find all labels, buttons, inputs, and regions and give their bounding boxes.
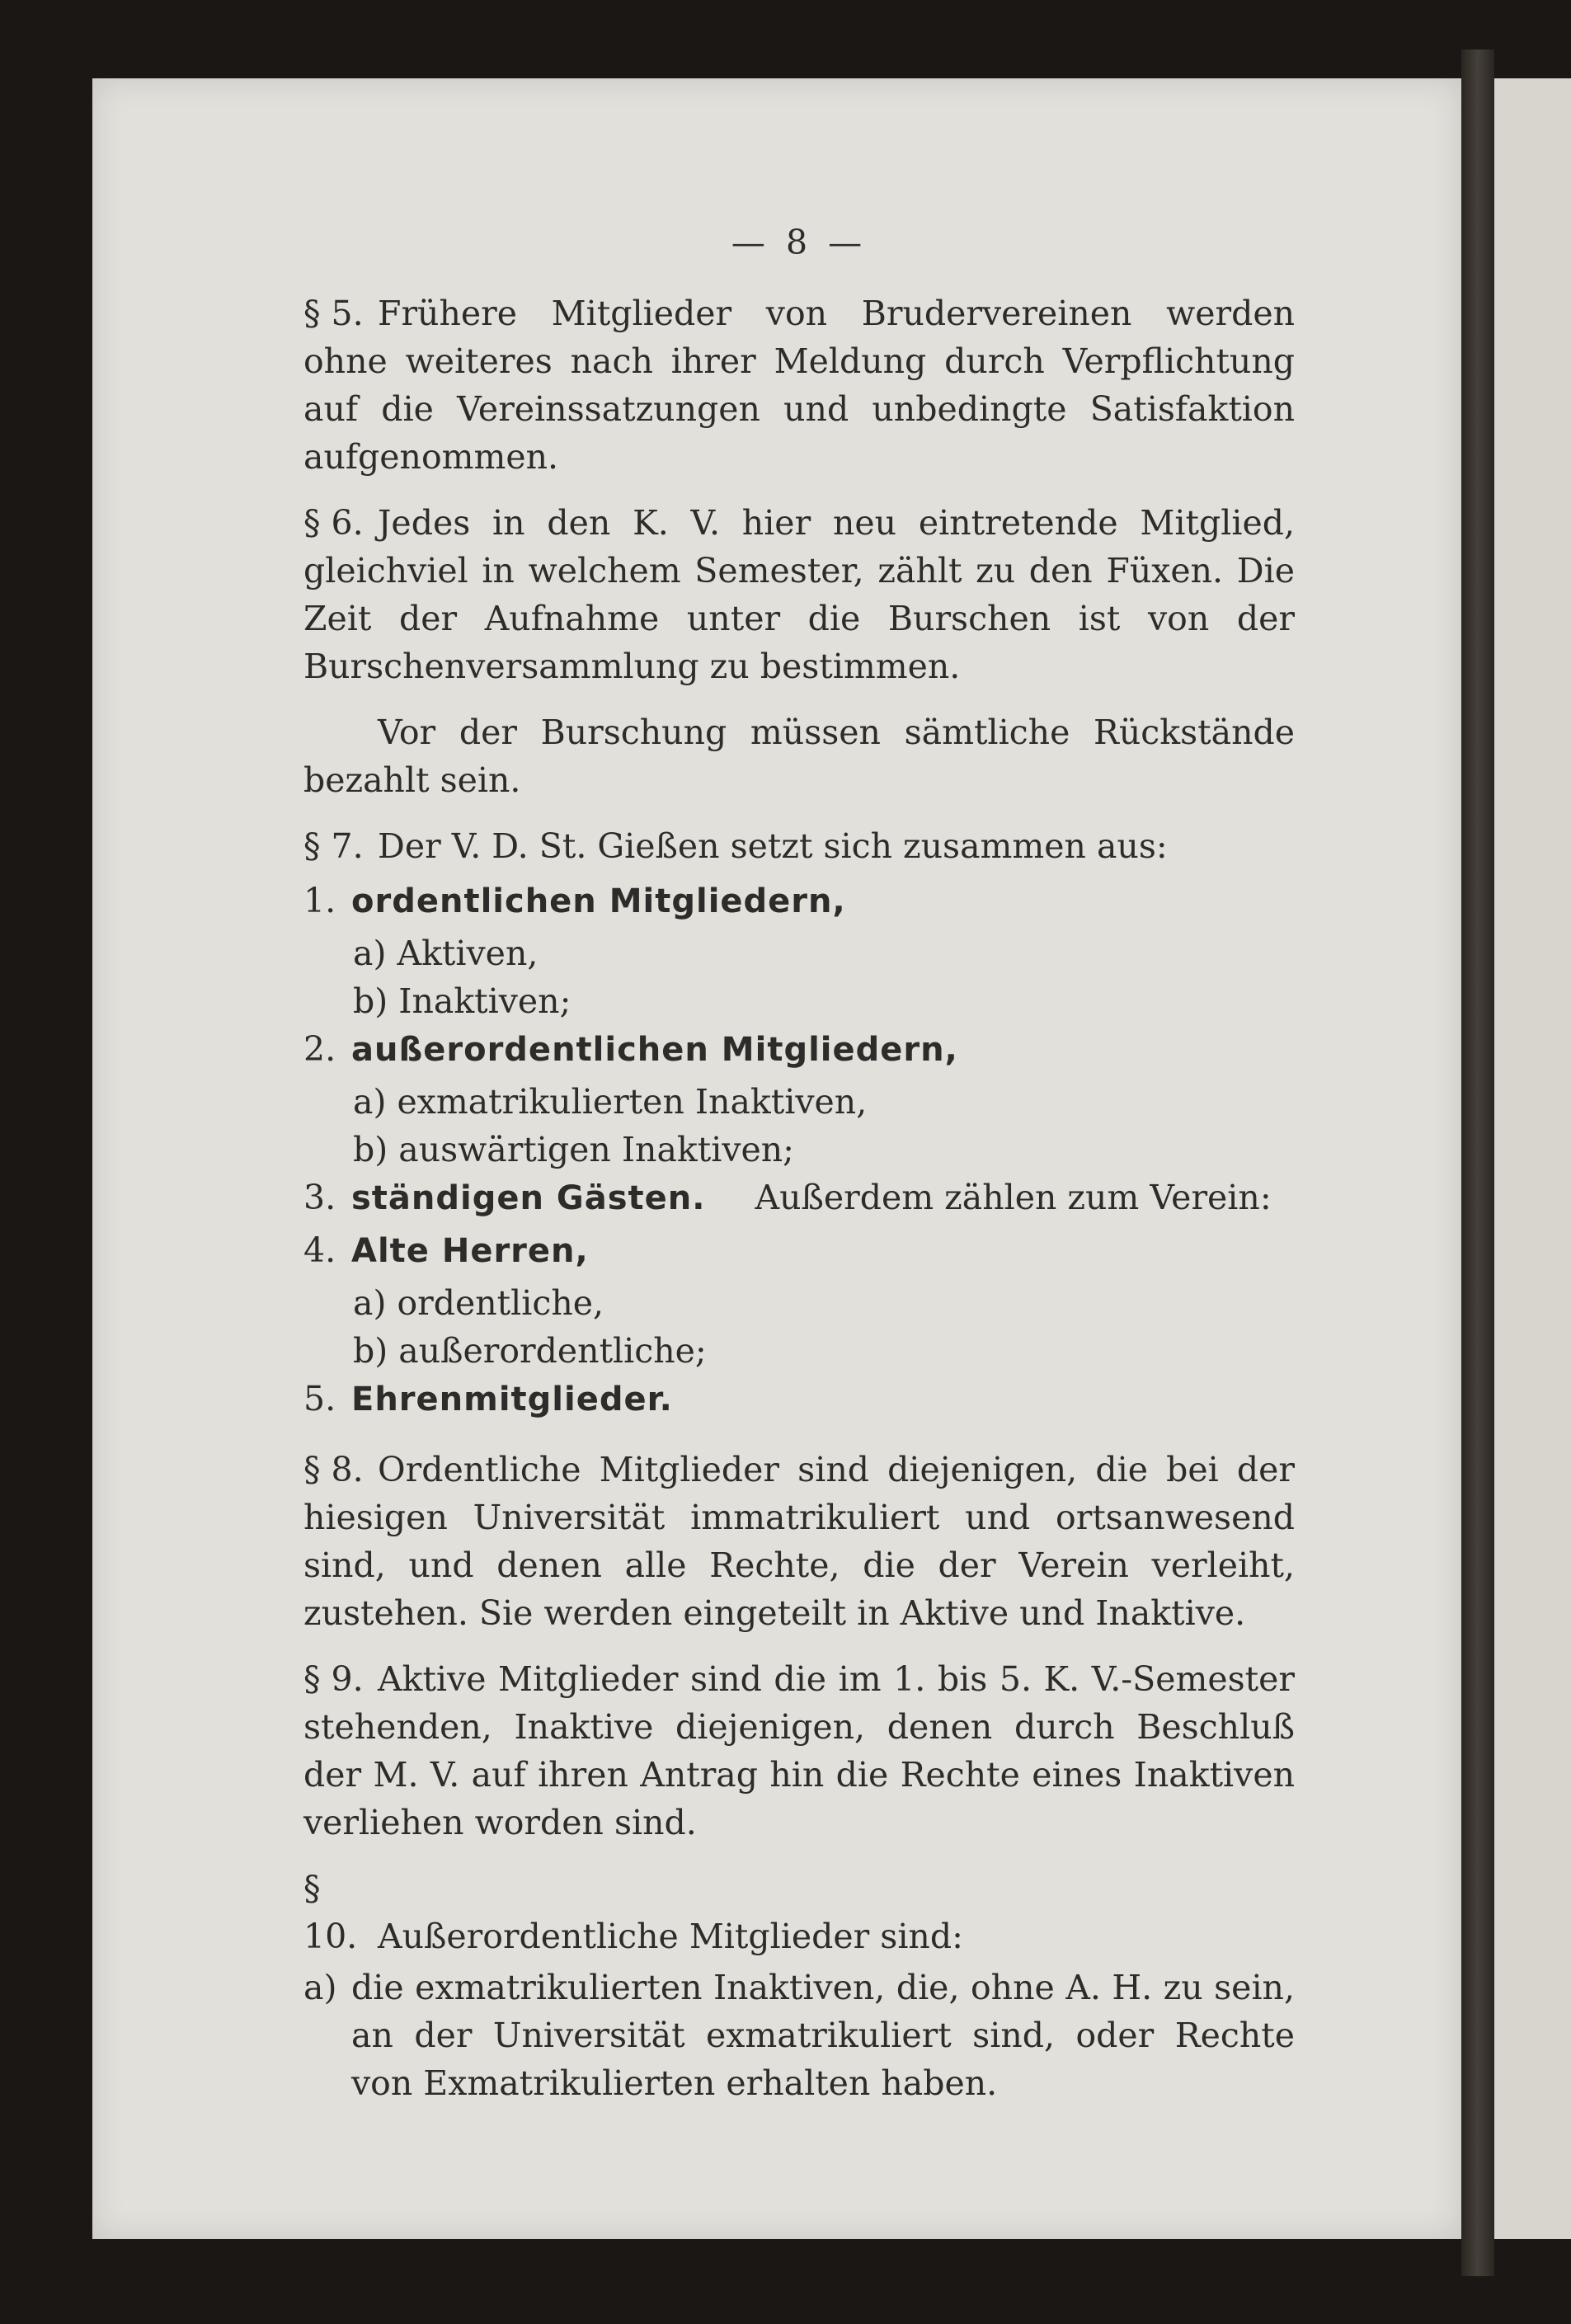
list-item-3-extra: Außerdem zählen zum Verein:: [755, 1178, 1272, 1217]
list-heading: ordentlichen Mitgliedern,: [351, 882, 846, 920]
list-number: 4.: [303, 1230, 336, 1270]
section-10-lead: § 10.: [303, 1869, 358, 1956]
section-9: [303, 1655, 1295, 1846]
section-8: [303, 1446, 1295, 1637]
section-6-note: [303, 708, 1295, 804]
list-item-1: [303, 877, 1295, 929]
section-9-text: Aktive Mitglieder sind die im 1. bis 5. K. V.-Semester stehenden, Inaktive diejenigen, denen durch Beschluß der M. V. auf ihren Antrag hin die Rechte eines Inaktiven verliehen worden sind.: [303, 1659, 1295, 1842]
item-text: die exmatrikulierten Inaktiven, die, ohne A. H. zu sein, an der Universität exmatrikuliert sind, oder Rechte von Exmatrikulierten erhalten haben.: [351, 1968, 1295, 2103]
section-8-lead: § 8.: [303, 1450, 364, 1489]
list-heading: außerordentlichen Mitgliedern,: [351, 1031, 958, 1069]
section-10-text: Außerordentliche Mitglieder sind:: [378, 1917, 963, 1956]
item-label: a): [303, 1968, 337, 2007]
list-number: 1.: [303, 881, 336, 920]
list-number: 3.: [303, 1178, 336, 1217]
section-6: [303, 499, 1295, 690]
section-5: [303, 289, 1295, 481]
section-5-lead: § 5.: [303, 294, 364, 333]
section-6-note-text: Vor der Burschung müssen sämtliche Rückstände bezahlt sein.: [303, 713, 1295, 800]
section-9-lead: § 9.: [303, 1659, 364, 1699]
list-item-4: [303, 1226, 1295, 1279]
page-content: [303, 219, 1295, 2107]
list-number: 2.: [303, 1029, 336, 1069]
list-heading: Alte Herren,: [351, 1232, 589, 1270]
section-7-lead: § 7.: [303, 826, 364, 866]
section-7-text: Der V. D. St. Gießen setzt sich zusammen aus:: [378, 826, 1168, 866]
list-item-2: [303, 1025, 1295, 1078]
list-item-5: [303, 1375, 1295, 1428]
section-10: [303, 1865, 1295, 1960]
list-heading: Ehrenmitglieder.: [351, 1381, 673, 1418]
list-subitem: b) auswärtigen Inaktiven;: [353, 1130, 794, 1169]
list-subitem: a) Aktiven,: [353, 934, 539, 973]
section-7: [303, 822, 1295, 870]
list-subitem: a) ordentliche,: [353, 1283, 604, 1323]
membership-list: [303, 877, 1295, 1428]
list-subitem: b) außerordentliche;: [353, 1331, 707, 1371]
book-spine: [1461, 49, 1494, 2276]
section-10-item-a: [303, 1964, 1295, 2107]
section-6-text: Jedes in den K. V. hier neu eintretende Mitglied, gleichviel in welchem Semester, zählt zu den Füxen. Die Zeit der Aufnahme unter die Burschen ist von der Burschenversammlung zu bestimmen.: [303, 503, 1295, 686]
section-8-text: Ordentliche Mitglieder sind diejenigen, die bei der hiesigen Universität immatrikuliert und ortsanwesend sind, und denen alle Rechte, die der Verein verleiht, zustehen. Sie werden eingeteilt in Aktive und Inaktive.: [303, 1450, 1295, 1633]
list-subitem: a) exmatrikulierten Inaktiven,: [353, 1082, 868, 1122]
section-6-lead: § 6.: [303, 503, 364, 543]
list-heading: ständigen Gästen.: [351, 1179, 706, 1217]
list-number: 5.: [303, 1379, 336, 1418]
list-item-3: [303, 1174, 1295, 1226]
page-number: — 8 —: [731, 223, 868, 262]
section-5-text: Frühere Mitglieder von Brudervereinen werden ohne weiteres nach ihrer Meldung durch Verpflichtung auf die Vereinssatzungen und unbedingte Satisfaktion aufgenommen.: [303, 294, 1295, 477]
adjacent-page-edge: [1494, 78, 1571, 2239]
list-subitem: b) Inaktiven;: [353, 981, 571, 1021]
